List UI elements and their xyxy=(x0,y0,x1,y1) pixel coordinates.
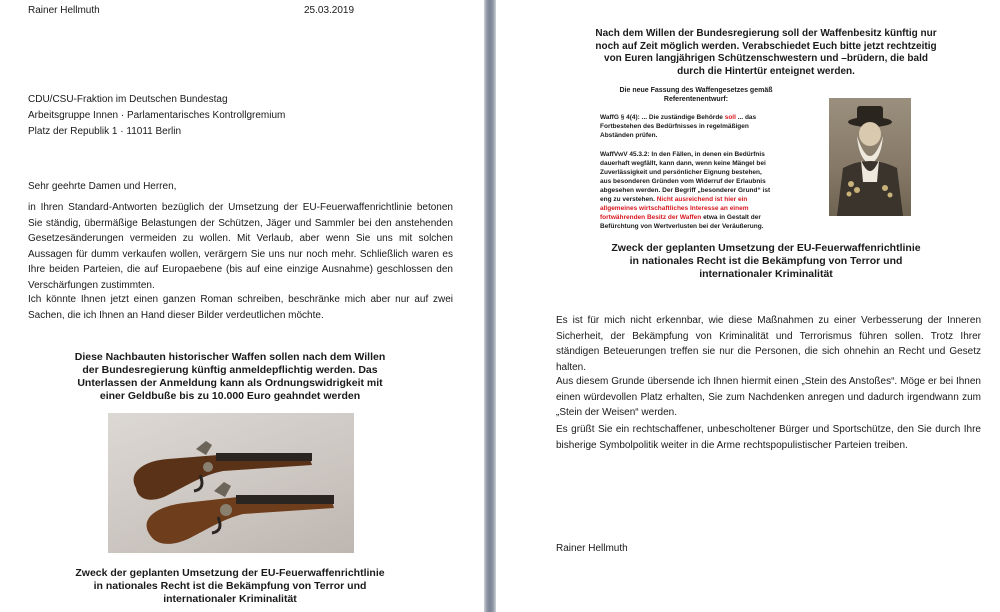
recipient-line: Platz der Republik 1 · 11011 Berlin xyxy=(28,126,182,137)
intro-line: Nach dem Willen der Bundesregierung soll der Waffenbesitz künftig nur xyxy=(595,28,937,39)
caption-line: internationaler Kriminalität xyxy=(699,268,833,280)
draft-section-waffg xyxy=(600,113,804,140)
draft-text: etwa in Gestalt der xyxy=(703,214,761,221)
intro-line: durch die Hintertür enteignet werden. xyxy=(677,65,855,77)
caption-line: Diese Nachbauten historischer Waffen sollen nach dem Willen xyxy=(74,351,386,363)
caption-line: einer Geldbuße bis zu 10.000 Euro geahndet werden xyxy=(99,390,361,402)
recipient-line: CDU/CSU-Fraktion im Deutschen Bundestag xyxy=(28,94,228,105)
image-caption-top xyxy=(30,351,430,403)
draft-line: Zuverlässigkeit und persönlicher Eignung bestehen, xyxy=(600,169,762,176)
body-paragraph-3: Es ist für mich nicht erkennbar, wie diese Maßnahmen zu einer Verbesserung der Inneren Sicherheit, der Bekämpfung von Kriminalität und Terrorismus führen sollen. Trotz Ihrer ständigen Beteuerungen treffen sie nur die Personen, die sich ohnehin an Recht und Gesetz halten. xyxy=(556,315,981,373)
page-divider xyxy=(484,0,496,612)
draft-line: Abständen prüfen. xyxy=(600,132,658,139)
body-paragraph-2: Ich könnte Ihnen jetzt einen ganzen Roman schreiben, beschränke mich aber nur auf zwei Sachen, die ich Ihnen an Hand dieser Bilder verdeutlichen möchte. xyxy=(28,294,453,321)
caption-line: Unterlassen der Anmeldung kann als Ordnungswidrigkeit mit xyxy=(77,377,383,389)
draft-red-text: Nicht ausreichend ist hier ein xyxy=(656,196,748,203)
draft-line: WaffG § 4(4): ... Die zuständige Behörde soll ... das xyxy=(600,114,757,121)
caption-line: Zweck der geplanten Umsetzung der EU-Feuerwaffenrichtlinie xyxy=(611,242,921,254)
draft-red-text: fortwährenden Besitz der Waffen xyxy=(600,214,702,221)
draft-section-waffvwv xyxy=(600,150,804,231)
draft-text: eng zu verstehen. xyxy=(600,196,655,203)
caption-line: Zweck der geplanten Umsetzung der EU-Feuerwaffenrichtlinie xyxy=(75,567,385,579)
recipient-line: Arbeitsgruppe Innen · Parlamentarisches Kontrollgremium xyxy=(28,110,286,121)
highlight-soll: soll xyxy=(724,114,736,121)
sender-name: Rainer Hellmuth xyxy=(28,5,100,16)
letter-page-left xyxy=(0,0,484,612)
draft-red-line: allgemeines wirtschaftliches Interesse an einem xyxy=(600,205,749,212)
caption-line: der Bundesregierung künftig anmeldepflichtig werden. Das xyxy=(82,364,378,376)
draft-heading xyxy=(596,86,796,104)
draft-line xyxy=(600,195,804,204)
pistols-photo-illustration xyxy=(108,413,354,553)
intro-line: noch auf Zeit möglich werden. Verabschiedet Euch bitte jetzt rechtzeitig xyxy=(595,40,937,52)
draft-line: Fortbestehen des Bedürfnisses in regelmäßigen xyxy=(600,123,749,130)
body-paragraph-4: Aus diesem Grunde übersende ich Ihnen hiermit einen „Stein des Anstoßes“. Möge er bei Ihnen einen würdevollen Platz erhalten, Sie zum Nachdenken anregen und dadurch irgendwann zum „Stein der Weisen“ werden. xyxy=(556,376,981,418)
caption-right xyxy=(566,242,966,281)
caption-line: in nationales Recht ist die Bekämpfung von Terror und xyxy=(93,580,367,592)
draft-line: dauerhaft wegfällt, kann dann, wenn keine Mängel bei xyxy=(600,160,766,167)
draft-line: Befürchtung von Wertverlusten bei der Veräußerung. xyxy=(600,223,764,230)
salutation: Sehr geehrte Damen und Herren, xyxy=(28,181,177,192)
intro-statement xyxy=(566,28,966,78)
draft-line: aus besonderen Gründen vom Widerruf der Erlaubnis xyxy=(600,178,766,185)
draft-line: WaffVwV 45.3.2: In den Fällen, in denen ein Bedürfnis xyxy=(600,151,765,158)
draft-line xyxy=(600,213,804,222)
body-paragraph-1: in Ihren Standard-Antworten bezüglich der Umsetzung der EU-Feuerwaffenrichtlinie betonen Sie ständig, übermäßige Belastungen der Schützen, Jäger und Sammler bei den anstehenden Gesetzesänderungen vermeiden zu wollen. Mit Verlaub, aber wenn Sie uns mit solchen Aussagen für dumm verkaufen wollen, verärgern Sie uns nur noch mehr. Schließlich waren es Ihre beiden Parteien, die auf Europaebene (bis auf eine einzige Ausnahme) geschlossen den Verschärfungen zustimmten. xyxy=(28,202,453,291)
recipient-address xyxy=(28,93,448,139)
body-paragraph-5: Es grüßt Sie ein rechtschaffener, unbescholtener Bürger und Sportschütze, den Sie durch Ihre bisherige Symbolpolitik weiter in die Arme rechtspopulistischer Parteien treiben. xyxy=(556,424,981,451)
caption-line: internationaler Kriminalität xyxy=(163,593,297,605)
caption-line: in nationales Recht ist die Bekämpfung von Terror und xyxy=(629,255,903,267)
draft-line: abgesehen werden. Der Begriff „besonderer Grund“ ist xyxy=(600,187,771,194)
draft-heading-line: Die neue Fassung des Waffengesetzes gemäß xyxy=(619,87,773,94)
portrait-photo xyxy=(829,98,911,216)
letter-date: 25.03.2019 xyxy=(304,5,355,16)
image-caption-bottom xyxy=(30,567,430,606)
draft-heading-line: Referentenentwurf: xyxy=(663,96,729,103)
signature: Rainer Hellmuth xyxy=(556,543,628,554)
portrait-illustration xyxy=(829,98,911,216)
pistols-photo xyxy=(108,413,354,553)
intro-line: von Euren langjährigen Schützenschwestern und –brüdern, die bald xyxy=(604,53,928,64)
letter-page-right xyxy=(496,0,1000,612)
